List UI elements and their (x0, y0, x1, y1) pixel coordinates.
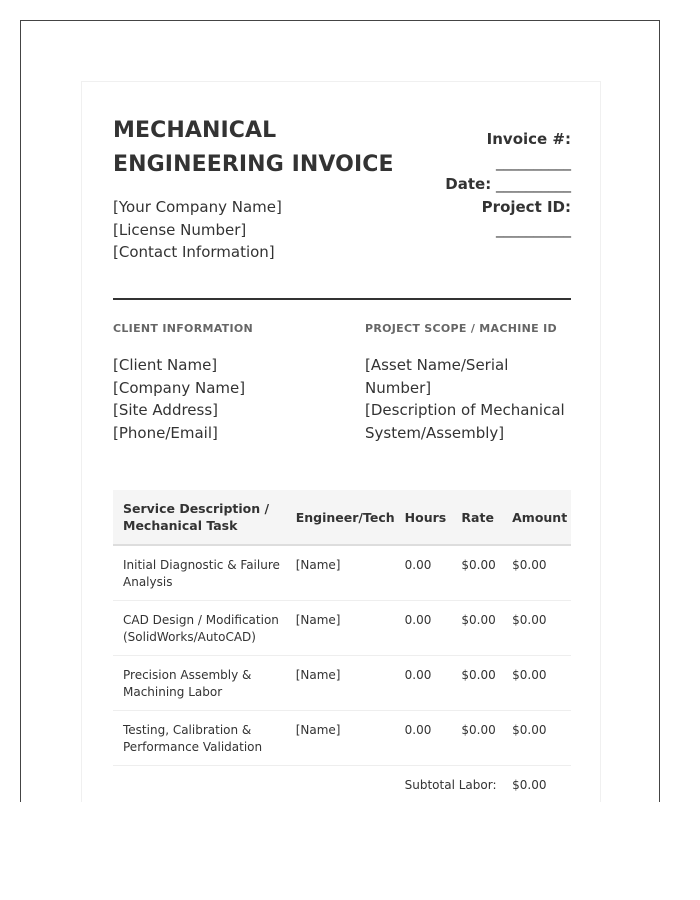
system-description-line-1: [Description of Mechanical (365, 401, 565, 419)
subtotal-spacer (113, 765, 286, 802)
subtotal-value: $0.00 (512, 777, 547, 792)
hours-value: 0.00 (395, 655, 452, 710)
amount-value: $0.00 (502, 545, 571, 600)
subtotal-spacer (286, 765, 395, 802)
contact-information: [Contact Information] (113, 243, 275, 261)
table-row (113, 545, 571, 600)
engineer-name: [Name] (286, 545, 395, 600)
hours-value: 0.00 (395, 710, 452, 765)
column-header-service: Service Description / Mechanical Task (113, 490, 286, 545)
date-label: Date: (445, 175, 492, 193)
column-header-amount: Amount (502, 490, 571, 545)
engineer-name: [Name] (286, 600, 395, 655)
service-description: CAD Design / Modification (SolidWorks/AutoCAD) (113, 600, 286, 655)
engineer-name: [Name] (286, 710, 395, 765)
invoice-number-label: Invoice #: (486, 130, 571, 148)
client-name: [Client Name] (113, 356, 218, 374)
service-description: Testing, Calibration & Performance Validation (113, 710, 286, 765)
client-site-address: [Site Address] (113, 401, 219, 419)
amount-value: $0.00 (502, 600, 571, 655)
subtotal-row (113, 765, 571, 802)
project-id-label: Project ID: (481, 197, 571, 216)
column-header-rate: Rate (451, 490, 502, 545)
company-name: [Your Company Name] (113, 198, 282, 216)
services-table (113, 490, 571, 802)
project-scope (365, 354, 575, 444)
invoice-title: MECHANICAL ENGINEERING INVOICE (113, 118, 394, 177)
table-row (113, 655, 571, 710)
client-phone-email: [Phone/Email] (113, 423, 218, 442)
service-description: Precision Assembly & Machining Labor (113, 655, 286, 710)
project-scope-heading: PROJECT SCOPE / MACHINE ID (365, 322, 557, 335)
table-header-row (113, 490, 571, 545)
project-id-value: __________ (496, 220, 571, 238)
amount-value: $0.00 (502, 710, 571, 765)
invoice-page (81, 81, 601, 802)
document-frame (20, 20, 660, 802)
rate-value: $0.00 (451, 655, 502, 710)
column-header-engineer: Engineer/Tech (286, 490, 395, 545)
subtotal-label: Subtotal Labor: (404, 777, 497, 792)
amount-value: $0.00 (502, 655, 571, 710)
rate-value: $0.00 (451, 545, 502, 600)
client-information-heading: CLIENT INFORMATION (113, 322, 254, 335)
hours-value: 0.00 (395, 600, 452, 655)
rate-value: $0.00 (451, 600, 502, 655)
invoice-meta (421, 128, 571, 241)
date-value: __________ (496, 175, 571, 193)
license-number: [License Number] (113, 220, 247, 239)
system-description-line-2: System/Assembly] (365, 423, 505, 442)
table-row (113, 710, 571, 765)
column-header-hours: Hours (395, 490, 452, 545)
asset-name-serial: [Asset Name/Serial Number] (365, 356, 509, 397)
client-company-name: [Company Name] (113, 378, 246, 397)
hours-value: 0.00 (395, 545, 452, 600)
invoice-number-value: __________ (496, 152, 571, 171)
company-info (113, 196, 373, 264)
date-row (421, 173, 571, 196)
engineer-name: [Name] (286, 655, 395, 710)
table-row (113, 600, 571, 655)
rate-value: $0.00 (451, 710, 502, 765)
service-description: Initial Diagnostic & Failure Analysis (113, 545, 286, 600)
client-information (113, 354, 343, 444)
header-divider (113, 298, 571, 300)
